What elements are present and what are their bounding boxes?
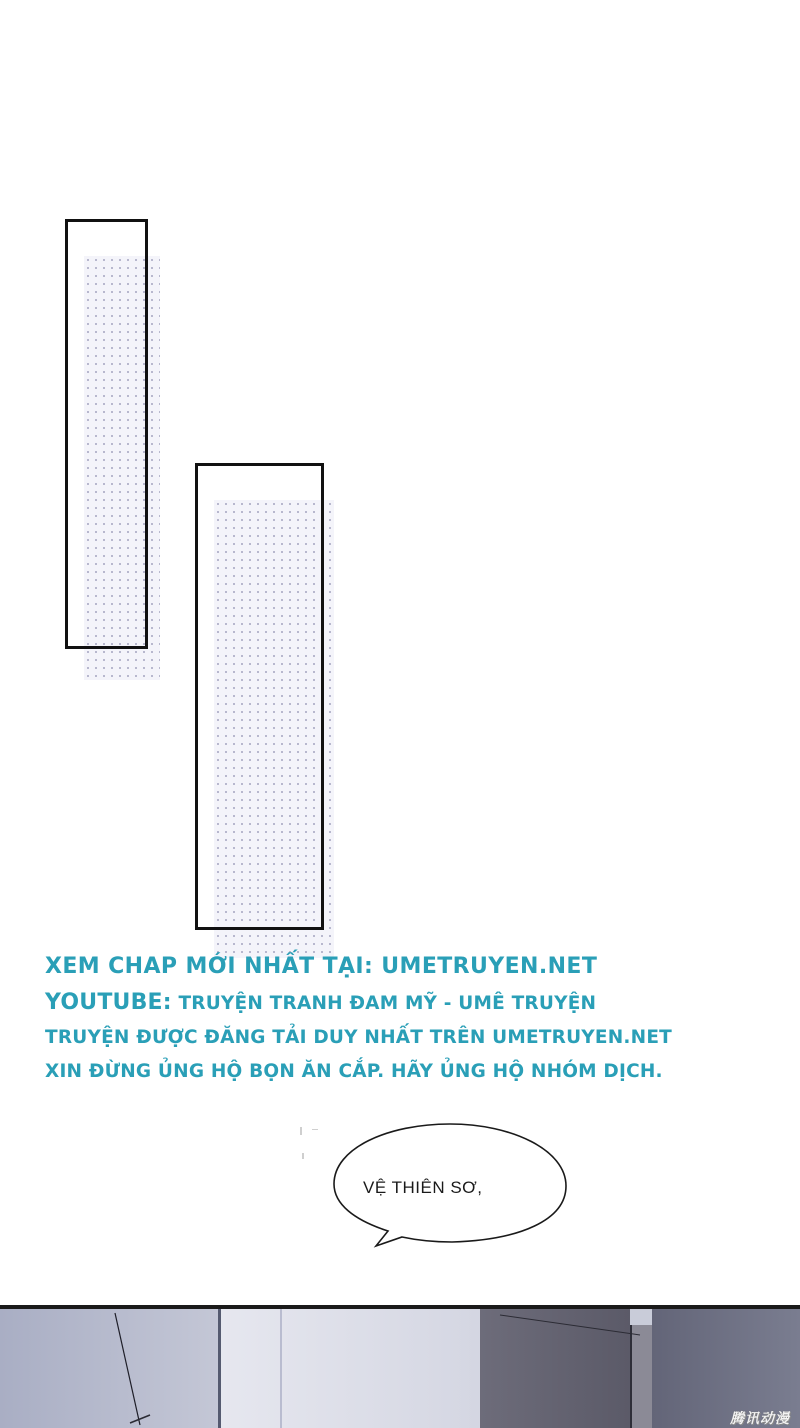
speech-bubble-text: VỆ THIÊN SƠ, <box>363 1178 483 1197</box>
watermark-line-support: XIN ĐỪNG ỦNG HỘ BỌN ĂN CẮP. HÃY ỦNG HỘ NHÓM DỊCH. <box>45 1060 663 1082</box>
scanlation-watermark <box>45 956 785 1096</box>
panel-frame-left <box>65 219 148 649</box>
faint-marks <box>298 1125 328 1165</box>
watermark-line-exclusive: TRUYỆN ĐƯỢC ĐĂNG TẢI DUY NHẤT TRÊN UMETRUYEN.NET <box>45 1027 672 1048</box>
watermark-line-youtube <box>45 992 785 1014</box>
youtube-channel-name: TRUYỆN TRANH ĐAM MỸ - UMÊ TRUYỆN <box>178 993 597 1014</box>
publisher-logo: 腾讯动漫 <box>730 1411 790 1427</box>
next-panel-artwork <box>0 1305 800 1428</box>
youtube-label: YOUTUBE: <box>45 990 172 1015</box>
watermark-line-site: XEM CHAP MỚI NHẤT TẠI: UMETRUYEN.NET <box>45 954 598 979</box>
panel-frame-right <box>195 463 324 930</box>
scene-lines <box>0 1305 800 1428</box>
